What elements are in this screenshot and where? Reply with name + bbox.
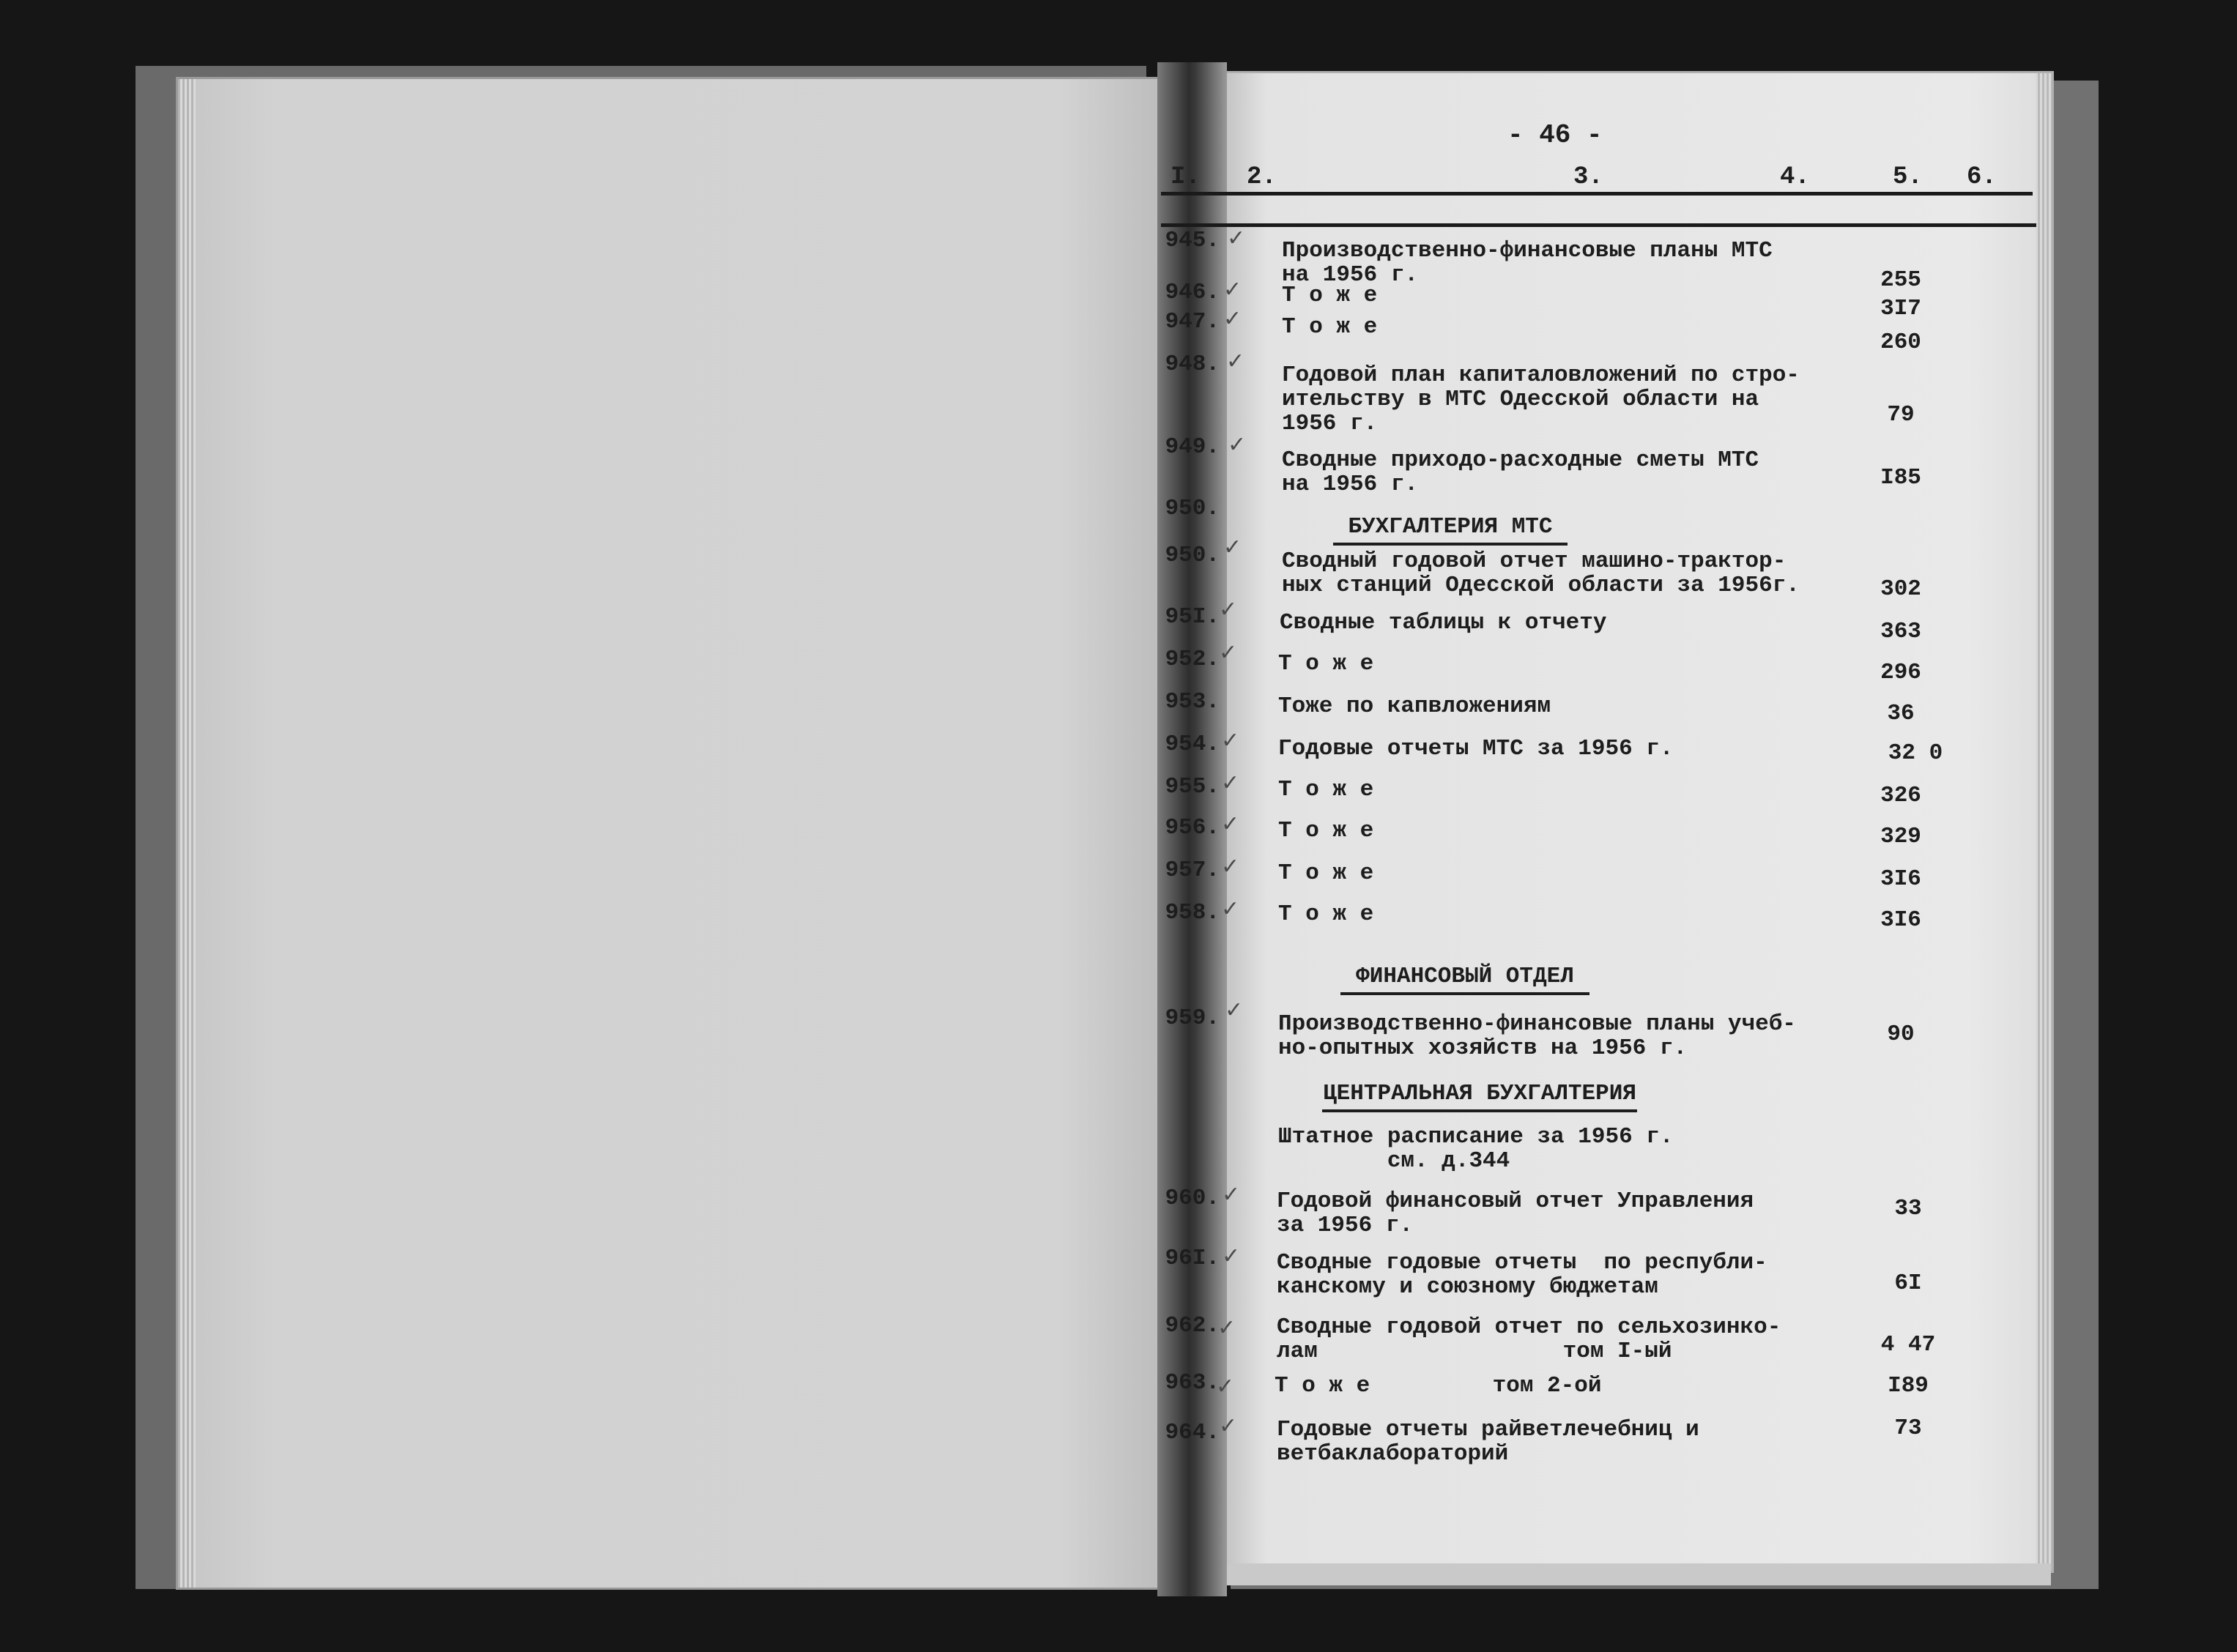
entry-volume: 32 0 xyxy=(1888,740,1943,766)
section-heading xyxy=(1333,514,1568,540)
check-mark-icon: ✓ xyxy=(1221,770,1240,796)
entry-volume: 255 xyxy=(1880,267,1921,293)
entry-volume: 4 47 xyxy=(1880,1332,1936,1358)
check-mark-icon: ✓ xyxy=(1219,1413,1238,1439)
bottom-page-edge xyxy=(1216,1563,2051,1585)
entry-description: Сводные приходо-расходные сметы МТС на 1956 г. xyxy=(1282,447,1759,497)
section-heading xyxy=(1340,964,1589,989)
entry-description: Тоже по капвложениям xyxy=(1278,693,1551,719)
section-heading xyxy=(1322,1081,1637,1106)
entry-description: Т о ж е том 2-ой xyxy=(1275,1373,1602,1399)
section-underline xyxy=(1340,992,1589,995)
entry-volume: 6I xyxy=(1894,1270,1922,1296)
entry-description: Т о ж е xyxy=(1278,901,1374,927)
check-mark-icon: ✓ xyxy=(1217,1315,1236,1341)
entry-number: 955. xyxy=(1165,774,1220,800)
entry-number: 96I. xyxy=(1165,1246,1220,1271)
entry-volume: I89 xyxy=(1888,1373,1929,1399)
entry-number: 947. xyxy=(1165,309,1220,335)
header-top-rule xyxy=(1161,192,2033,196)
entry-number: 95I. xyxy=(1165,604,1220,630)
entry-description: Т о ж е xyxy=(1282,283,1378,308)
entry-volume: 3I6 xyxy=(1880,907,1921,933)
entry-description: Сводные годовой отчет по сельхозинко- лам том I-ый xyxy=(1277,1314,1781,1364)
entry-description: Годовой план капиталовложений по стро- ительству в МТС Одесской области на 1956 г. xyxy=(1282,362,1800,436)
entry-number: 945. xyxy=(1165,228,1220,253)
entry-number: 963. xyxy=(1165,1370,1220,1396)
section-heading-text: ФИНАНСОВЫЙ ОТДЕЛ xyxy=(1356,964,1574,989)
entry-number: 952. xyxy=(1165,647,1220,672)
header-col-5: 5. xyxy=(1893,163,1923,191)
entry-description: Производственно-финансовые планы МТС на 1956 г. xyxy=(1282,238,1773,288)
entry-number: 950. xyxy=(1165,543,1220,568)
check-mark-icon: ✓ xyxy=(1223,277,1242,302)
entry-volume: 3I7 xyxy=(1880,296,1921,321)
entry-number: 956. xyxy=(1165,815,1220,841)
entry-volume: 329 xyxy=(1880,824,1921,849)
entry-number: 949. xyxy=(1165,434,1220,460)
check-mark-icon: ✓ xyxy=(1225,997,1244,1023)
section-underline xyxy=(1322,1109,1637,1112)
entry-number: 960. xyxy=(1165,1186,1220,1211)
right-page-edges xyxy=(2036,73,2052,1571)
header-col-3: 3. xyxy=(1573,163,1603,191)
entry-description: Т о ж е xyxy=(1278,818,1374,844)
entry-volume: I85 xyxy=(1880,465,1921,491)
check-mark-icon: ✓ xyxy=(1222,1182,1241,1208)
entry-number: 958. xyxy=(1165,900,1220,926)
entry-number: 962. xyxy=(1165,1313,1220,1339)
check-mark-icon: ✓ xyxy=(1216,1374,1235,1399)
check-mark-icon: ✓ xyxy=(1226,349,1245,374)
entry-volume: 3I6 xyxy=(1880,866,1921,892)
entry-description: Т о ж е xyxy=(1278,860,1374,886)
check-mark-icon: ✓ xyxy=(1221,728,1240,754)
entry-description: Т о ж е xyxy=(1278,651,1374,677)
check-mark-icon: ✓ xyxy=(1221,896,1240,922)
entry-description: Т о ж е xyxy=(1278,777,1374,803)
entry-description: Сводный годовой отчет машино-трактор- ных станций Одесской области за 1956г. xyxy=(1282,548,1800,598)
check-mark-icon: ✓ xyxy=(1219,640,1238,666)
entry-description: Производственно-финансовые планы учеб- но-опытных хозяйств на 1956 г. xyxy=(1278,1011,1796,1061)
entry-volume: 73 xyxy=(1894,1415,1922,1441)
check-mark-icon: ✓ xyxy=(1219,597,1238,622)
left-page-blank xyxy=(176,77,1162,1590)
entry-description: Годовые отчеты МТС за 1956 г. xyxy=(1278,736,1674,762)
entry-number: 948. xyxy=(1165,351,1220,377)
entry-volume: 363 xyxy=(1880,619,1921,644)
check-mark-icon: ✓ xyxy=(1228,432,1247,458)
header-col-4: 4. xyxy=(1780,163,1810,191)
entry-volume: 296 xyxy=(1880,660,1921,685)
check-mark-icon: ✓ xyxy=(1221,854,1240,879)
entry-volume: 33 xyxy=(1894,1196,1922,1221)
entry-volume: 326 xyxy=(1880,783,1921,808)
entry-number: 953. xyxy=(1165,689,1220,715)
entry-number: 964. xyxy=(1165,1420,1220,1446)
entry-volume: 260 xyxy=(1880,330,1921,355)
section-heading-text: ЦЕНТРАЛЬНАЯ БУХГАЛТЕРИЯ xyxy=(1323,1081,1636,1106)
check-mark-icon: ✓ xyxy=(1227,226,1246,251)
check-mark-icon: ✓ xyxy=(1223,306,1242,332)
entry-description: Т о ж е xyxy=(1282,314,1378,340)
entry-number: 959. xyxy=(1165,1005,1220,1031)
header-col-2: 2. xyxy=(1247,163,1277,191)
header-bottom-rule xyxy=(1161,223,2036,227)
entry-volume: 36 xyxy=(1887,701,1915,726)
left-page-edges xyxy=(178,79,196,1588)
header-col-6: 6. xyxy=(1967,163,1997,191)
entry-description: Годовой финансовый отчет Управления за 1956 г. xyxy=(1277,1188,1754,1238)
entry-number: 950. xyxy=(1165,496,1220,521)
check-mark-icon: ✓ xyxy=(1221,811,1240,837)
entry-volume: 79 xyxy=(1887,402,1915,428)
open-book xyxy=(132,62,2102,1596)
check-mark-icon: ✓ xyxy=(1223,535,1242,560)
entry-number: 954. xyxy=(1165,732,1220,757)
header-col-1: I. xyxy=(1171,163,1201,191)
entry-number: 946. xyxy=(1165,280,1220,305)
entry-number: 957. xyxy=(1165,857,1220,883)
entry-description: Годовые отчеты райветлечебниц и ветбаклабораторий xyxy=(1277,1417,1699,1467)
entry-description: Сводные таблицы к отчету xyxy=(1280,610,1607,636)
section-heading-text: БУХГАЛТЕРИЯ МТС xyxy=(1348,514,1553,540)
page-number: - 46 - xyxy=(1507,120,1603,150)
check-mark-icon: ✓ xyxy=(1222,1243,1241,1269)
entry-volume: 302 xyxy=(1880,576,1921,602)
section-underline xyxy=(1333,543,1568,546)
entry-description: Штатное расписание за 1956 г. см. д.344 xyxy=(1278,1124,1674,1174)
entry-description: Сводные годовые отчеты по республи- канскому и союзному бюджетам xyxy=(1277,1250,1767,1300)
entry-volume: 90 xyxy=(1887,1022,1915,1047)
